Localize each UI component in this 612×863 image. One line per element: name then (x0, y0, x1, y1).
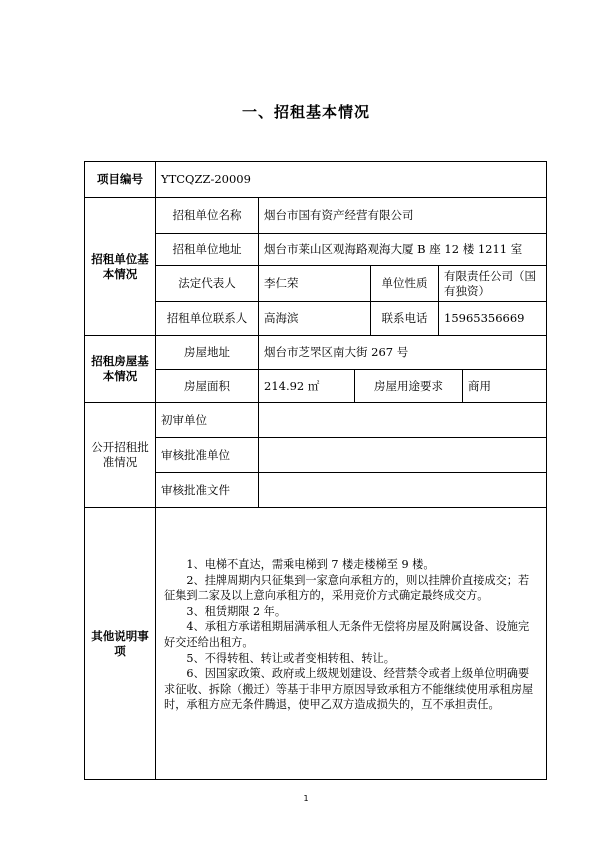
lessor-section-label: 招租单位基本情况 (85, 198, 156, 336)
unit-nature-value: 有限责任公司（国有独资） (439, 266, 547, 302)
approval-doc-value (259, 473, 547, 508)
property-section-label: 招租房屋基本情况 (85, 336, 156, 403)
legal-rep-value: 李仁荣 (259, 266, 371, 302)
contact-phone-value: 15965356669 (439, 302, 547, 336)
page-title: 一、招租基本情况 (241, 103, 370, 121)
notes-section-label: 其他说明事项 (85, 508, 156, 780)
note-item: 6、因国家政策、政府或上级规划建设、经营禁令或者上级单位明确要求征收、拆除（搬迁）等基于非甲方原因导致承租方不能继续使用承租房屋时，承租方应无条件腾退，使甲乙双方造成损失的，互不承担责任。 (164, 667, 534, 712)
notes-content (156, 508, 547, 780)
lessor-name-row (85, 198, 547, 234)
project-number-value: YTCQZZ-20009 (156, 162, 547, 198)
contact-person-value: 高海滨 (259, 302, 371, 336)
note-item: 3、租赁期限 2 年。 (186, 604, 287, 618)
project-number-label: 项目编号 (85, 162, 156, 198)
approval-doc-label: 审核批准文件 (156, 473, 259, 508)
property-area-label: 房屋面积 (156, 370, 259, 403)
legal-rep-label: 法定代表人 (156, 266, 259, 302)
note-item: 2、挂牌周期内只征集到一家意向承租方的，则以挂牌价直接成交；若征集到二家及以上意向承租方的，采用竞价方式确定最终成交方。 (164, 573, 530, 603)
project-row (85, 162, 547, 198)
property-use-value: 商用 (463, 370, 547, 403)
lessor-name-label: 招租单位名称 (156, 198, 259, 234)
approval-unit-label: 审核批准单位 (156, 438, 259, 473)
note-item: 5、不得转租、转让或者变相转租、转让。 (186, 651, 395, 665)
approval-section-label: 公开招租批准情况 (85, 403, 156, 508)
initial-review-row (85, 403, 547, 438)
notes-row (85, 508, 547, 780)
contact-phone-label: 联系电话 (371, 302, 439, 336)
property-address-label: 房屋地址 (156, 336, 259, 370)
lessor-name-value: 烟台市国有资产经营有限公司 (259, 198, 547, 234)
initial-review-label: 初审单位 (156, 403, 259, 438)
page-number: 1 (303, 794, 309, 803)
rental-info-table (84, 161, 547, 780)
initial-review-value (259, 403, 547, 438)
note-item: 1、电梯不直达，需乘电梯到 7 楼走楼梯至 9 楼。 (186, 558, 435, 571)
property-address-row (85, 336, 547, 370)
property-address-value: 烟台市芝罘区南大街 267 号 (259, 336, 547, 370)
lessor-address-label: 招租单位地址 (156, 234, 259, 266)
property-use-label: 房屋用途要求 (355, 370, 463, 403)
approval-unit-value (259, 438, 547, 473)
note-item: 4、承租方承诺租期届满承租人无条件无偿将房屋及附属设备、设施完好交还给出租方。 (164, 620, 530, 649)
lessor-address-value: 烟台市莱山区观海路观海大厦 B 座 12 楼 1211 室 (259, 234, 547, 266)
contact-person-label: 招租单位联系人 (156, 302, 259, 336)
property-area-value: 214.92 ㎡ (259, 370, 355, 403)
unit-nature-label: 单位性质 (371, 266, 439, 302)
